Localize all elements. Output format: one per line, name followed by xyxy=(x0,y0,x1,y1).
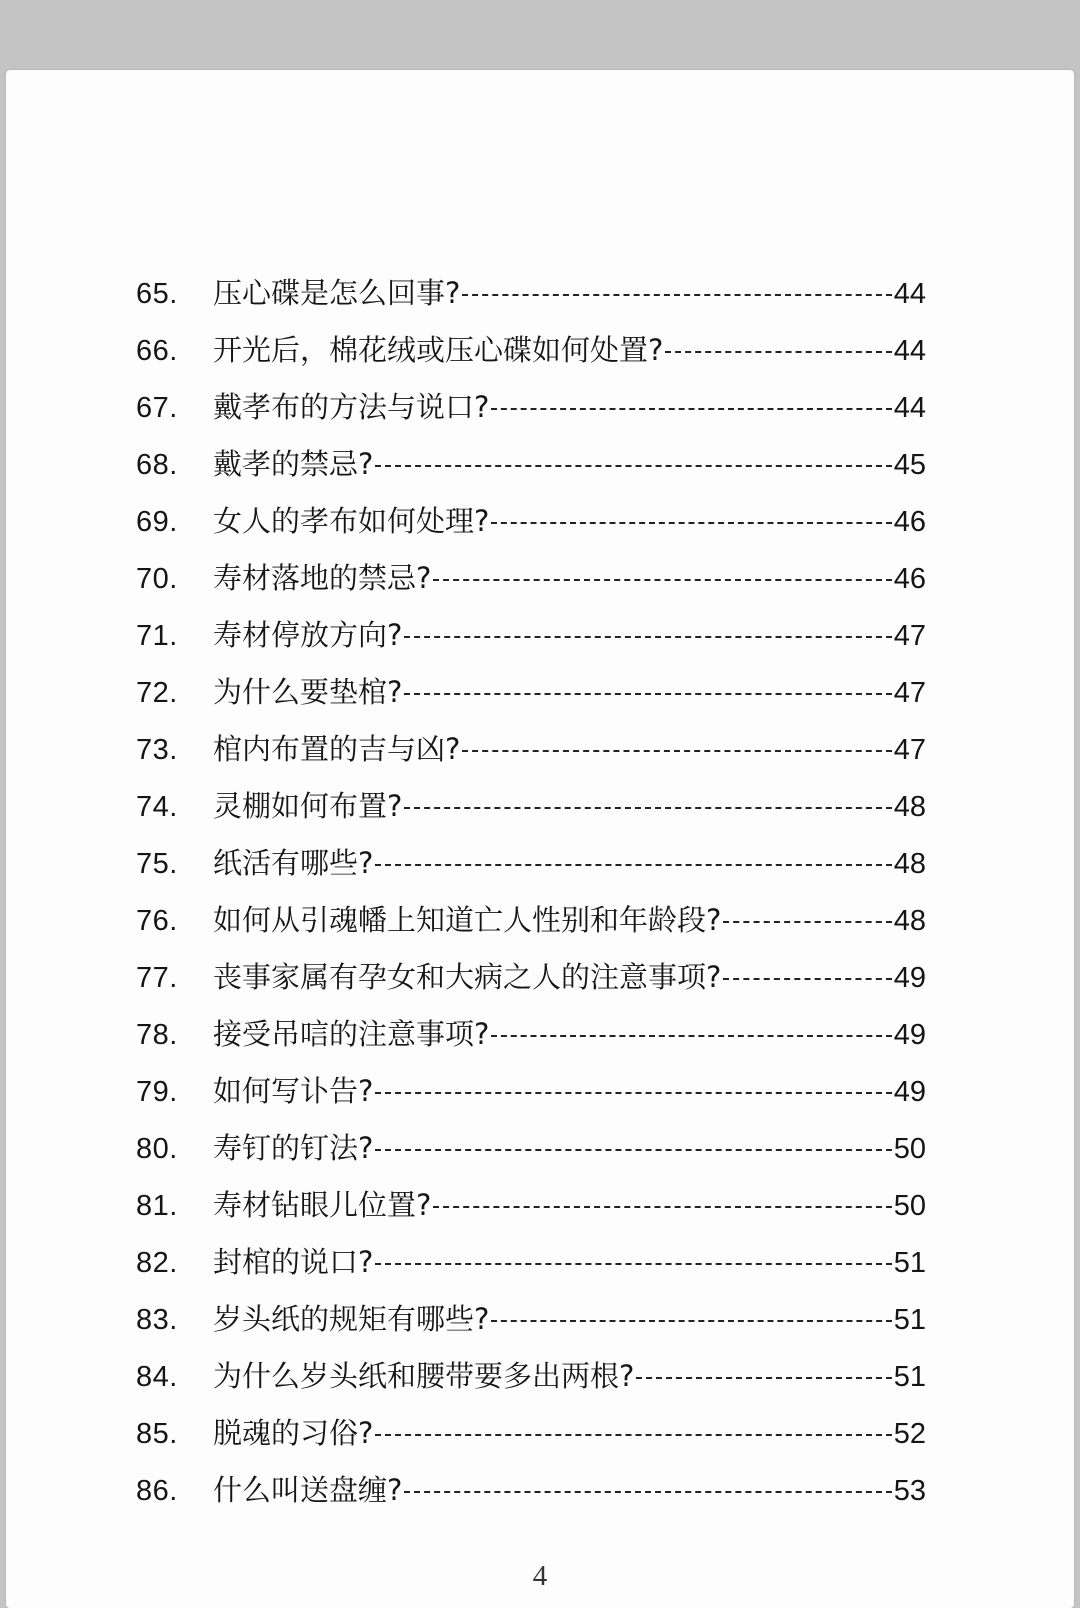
toc-entry-page: 47 xyxy=(893,677,926,709)
toc-entry-number: 72. xyxy=(136,677,178,709)
toc-entry[interactable] xyxy=(136,778,926,835)
toc-dash-leader xyxy=(636,1377,891,1379)
toc-entry[interactable] xyxy=(136,664,926,721)
toc-entry-number: 70. xyxy=(136,563,178,595)
toc-entry-page: 45 xyxy=(893,449,926,481)
toc-entry-page: 49 xyxy=(893,1019,926,1051)
toc-entry-number: 73. xyxy=(136,734,178,766)
toc-entry-page: 49 xyxy=(893,1076,926,1108)
toc-entry-page: 44 xyxy=(893,278,926,310)
toc-entry-title: 女人的孝布如何处理? xyxy=(213,504,490,538)
toc-entry-title: 寿钉的钉法? xyxy=(213,1131,374,1165)
toc-entry[interactable] xyxy=(136,1006,926,1063)
toc-entry-title: 寿材落地的禁忌? xyxy=(213,561,432,595)
toc-entry-page: 44 xyxy=(893,335,926,367)
toc-entry-number: 79. xyxy=(136,1076,178,1108)
toc-dash-leader xyxy=(404,1491,891,1493)
toc-entry-number: 74. xyxy=(136,791,178,823)
toc-dash-leader xyxy=(665,351,891,353)
document-page xyxy=(6,70,1074,1608)
toc-entry[interactable] xyxy=(136,493,926,550)
toc-entry-title: 戴孝布的方法与说口? xyxy=(213,390,490,424)
toc-dash-leader xyxy=(433,579,891,581)
toc-entry[interactable] xyxy=(136,1348,926,1405)
toc-entry[interactable] xyxy=(136,1291,926,1348)
toc-entry-page: 47 xyxy=(893,620,926,652)
toc-entry-title: 开光后，棉花绒或压心碟如何处置? xyxy=(213,333,664,367)
toc-entry-number: 66. xyxy=(136,335,178,367)
toc-entry-page: 51 xyxy=(893,1304,926,1336)
toc-dash-leader xyxy=(723,921,891,923)
toc-dash-leader xyxy=(462,750,891,752)
toc-entry-page: 51 xyxy=(893,1247,926,1279)
toc-entry[interactable] xyxy=(136,721,926,778)
page-number: 4 xyxy=(532,1560,548,1592)
toc-dash-leader xyxy=(375,465,891,467)
toc-dash-leader xyxy=(375,1092,891,1094)
toc-entry-number: 69. xyxy=(136,506,178,538)
toc-entry-title: 什么叫送盘缠? xyxy=(213,1473,403,1507)
toc-entry[interactable] xyxy=(136,607,926,664)
toc-dash-leader xyxy=(491,1320,891,1322)
toc-dash-leader xyxy=(404,636,891,638)
toc-entry-number: 76. xyxy=(136,905,178,937)
toc-dash-leader xyxy=(375,1149,891,1151)
toc-entry[interactable] xyxy=(136,1063,926,1120)
toc-entry-title: 棺内布置的吉与凶? xyxy=(213,732,461,766)
toc-entry-title: 灵棚如何布置? xyxy=(213,789,403,823)
toc-entry-title: 丧事家属有孕女和大病之人的注意事项? xyxy=(213,960,722,994)
toc-entry[interactable] xyxy=(136,436,926,493)
toc-entry-number: 84. xyxy=(136,1361,178,1393)
toc-entry-title: 压心碟是怎么回事? xyxy=(213,276,461,310)
toc-entry-number: 75. xyxy=(136,848,178,880)
toc-entry-page: 44 xyxy=(893,392,926,424)
toc-entry[interactable] xyxy=(136,1177,926,1234)
toc-entry-number: 78. xyxy=(136,1019,178,1051)
toc-dash-leader xyxy=(375,864,891,866)
toc-entry-number: 68. xyxy=(136,449,178,481)
toc-entry[interactable] xyxy=(136,1405,926,1462)
toc-entry-page: 48 xyxy=(893,791,926,823)
toc-entry-page: 53 xyxy=(893,1475,926,1507)
toc-entry-number: 71. xyxy=(136,620,178,652)
toc-entry-number: 82. xyxy=(136,1247,178,1279)
toc-dash-leader xyxy=(433,1206,891,1208)
toc-dash-leader xyxy=(375,1263,891,1265)
toc-entry-page: 47 xyxy=(893,734,926,766)
toc-entry-page: 48 xyxy=(893,905,926,937)
toc-entry-title: 封棺的说口? xyxy=(213,1245,374,1279)
toc-entry[interactable] xyxy=(136,835,926,892)
toc-entry-number: 83. xyxy=(136,1304,178,1336)
toc-entry-title: 寿材停放方向? xyxy=(213,618,403,652)
toc-entry[interactable] xyxy=(136,322,926,379)
toc-entry[interactable] xyxy=(136,379,926,436)
toc-entry-page: 50 xyxy=(893,1190,926,1222)
toc-entry[interactable] xyxy=(136,550,926,607)
toc-dash-leader xyxy=(375,1434,891,1436)
toc-entry-title: 戴孝的禁忌? xyxy=(213,447,374,481)
toc-entry-page: 51 xyxy=(893,1361,926,1393)
toc-entry-title: 接受吊唁的注意事项? xyxy=(213,1017,490,1051)
toc-entry-title: 寿材钻眼儿位置? xyxy=(213,1188,432,1222)
toc-entry[interactable] xyxy=(136,892,926,949)
table-of-contents xyxy=(136,265,926,1519)
toc-entry-page: 46 xyxy=(893,563,926,595)
toc-dash-leader xyxy=(723,978,891,980)
toc-entry-title: 脱魂的习俗? xyxy=(213,1416,374,1450)
toc-entry[interactable] xyxy=(136,1462,926,1519)
toc-dash-leader xyxy=(491,1035,891,1037)
toc-entry-number: 81. xyxy=(136,1190,178,1222)
toc-entry-number: 85. xyxy=(136,1418,178,1450)
toc-entry-title: 为什么要垫棺? xyxy=(213,675,403,709)
toc-entry-number: 65. xyxy=(136,278,178,310)
toc-entry-number: 67. xyxy=(136,392,178,424)
toc-entry-title: 为什么岁头纸和腰带要多出两根? xyxy=(213,1359,635,1393)
toc-entry[interactable] xyxy=(136,265,926,322)
toc-entry-page: 46 xyxy=(893,506,926,538)
toc-entry-title: 岁头纸的规矩有哪些? xyxy=(213,1302,490,1336)
toc-dash-leader xyxy=(404,807,891,809)
toc-entry[interactable] xyxy=(136,1234,926,1291)
toc-dash-leader xyxy=(491,522,891,524)
toc-entry-number: 77. xyxy=(136,962,178,994)
toc-entry-title: 如何从引魂幡上知道亡人性别和年龄段? xyxy=(213,903,722,937)
toc-dash-leader xyxy=(462,294,891,296)
toc-entry-page: 49 xyxy=(893,962,926,994)
toc-entry-page: 52 xyxy=(893,1418,926,1450)
toc-dash-leader xyxy=(491,408,891,410)
toc-entry-title: 纸活有哪些? xyxy=(213,846,374,880)
toc-entry[interactable] xyxy=(136,1120,926,1177)
toc-entry-number: 86. xyxy=(136,1475,178,1507)
toc-entry-title: 如何写讣告? xyxy=(213,1074,374,1108)
toc-dash-leader xyxy=(404,693,891,695)
toc-entry-number: 80. xyxy=(136,1133,178,1165)
toc-entry-page: 48 xyxy=(893,848,926,880)
toc-entry[interactable] xyxy=(136,949,926,1006)
toc-entry-page: 50 xyxy=(893,1133,926,1165)
